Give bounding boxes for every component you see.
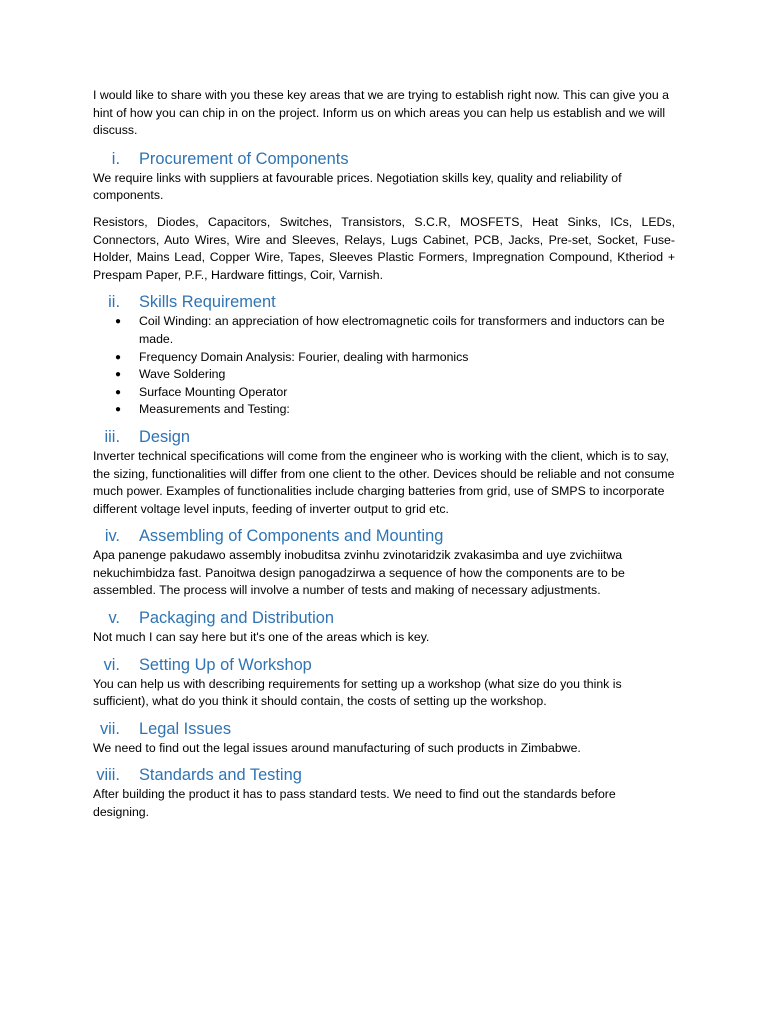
section-procurement (93, 149, 675, 285)
section-heading (93, 765, 675, 786)
section-title: Skills Requirement (139, 293, 276, 312)
section-legal (93, 719, 675, 758)
section-paragraph: Inverter technical specifications will come from the engineer who is working with the client, which is to say, the sizing, functionalities will differ from one client to the other. Devices should be reliable and not consume much power. Examples of functionalities include charging batteries from grid, use of SMPS to incorporate different voltage level inputs, feeding of inverter output to grid etc. (93, 448, 675, 516)
list-item-text: Measurements and Testing: (139, 402, 290, 417)
section-paragraph: Not much I can say here but it's one of the areas which is key. (93, 630, 430, 645)
list-item-text: Wave Soldering (139, 367, 226, 382)
list-item-text: Surface Mounting Operator (139, 384, 288, 399)
section-packaging (93, 608, 675, 647)
intro-paragraph: I would like to share with you these key areas that we are trying to establish right now. This can give you a hint of how you can chip in on the project. Inform us on which areas you can help us establish and we will discuss. (93, 88, 669, 138)
skills-list (93, 313, 675, 419)
components-list-paragraph: Resistors, Diodes, Capacitors, Switches, Transistors, S.C.R, MOSFETS, Heat Sinks, ICs, LEDs, Connectors, Auto Wires, Wire and Sleeves, Relays, Lugs Cabinet, PCB, Jacks, Pre-set, Socket, Fuse-Holder, Mains Lead, Copper Wire, Tapes, Sleeves Plastic Formers, Impregnation Compound, Ktheriod + Prespam Paper, P.F., Hardware fittings, Coir, Varnish. (93, 214, 675, 282)
section-numeral: vi. (103, 655, 120, 674)
section-heading (93, 526, 675, 547)
bullet-dot-icon: ● (115, 386, 122, 398)
section-paragraph: We require links with suppliers at favourable prices. Negotiation skills key, quality and reliability of components. (93, 170, 622, 203)
section-numeral: viii. (96, 766, 120, 785)
section-numeral: i. (111, 149, 120, 168)
bullet-dot-icon: ● (115, 316, 122, 328)
section-numeral: vii. (99, 719, 120, 738)
list-item (115, 349, 675, 367)
section-title: Setting Up of Workshop (139, 655, 312, 674)
section-numeral: v. (108, 609, 120, 628)
section-heading (93, 149, 675, 170)
section-title: Procurement of Components (139, 149, 349, 168)
list-item (115, 384, 675, 402)
section-heading (93, 427, 675, 448)
list-item (115, 366, 675, 384)
section-paragraph: After building the product it has to pass standard tests. We need to find out the standards before designing. (93, 787, 616, 820)
section-title: Standards and Testing (139, 766, 302, 785)
section-paragraph: You can help us with describing requirements for setting up a workshop (what size do you think is sufficient), what do you think it should contain, the costs of setting up the workshop. (93, 676, 622, 709)
section-heading (93, 655, 675, 676)
section-standards (93, 765, 675, 821)
section-numeral: iii. (104, 427, 120, 446)
section-assembling (93, 526, 675, 600)
list-item (115, 401, 675, 419)
section-title: Design (139, 427, 191, 446)
section-skills (93, 292, 675, 419)
list-item (115, 313, 675, 348)
list-item-text: Coil Winding: an appreciation of how electromagnetic coils for transformers and inductors can be made. (139, 314, 665, 346)
section-title: Legal Issues (139, 719, 232, 738)
section-title: Packaging and Distribution (139, 609, 334, 628)
section-design (93, 427, 675, 518)
bullet-dot-icon: ● (115, 369, 122, 381)
section-numeral: iv. (104, 527, 120, 546)
section-paragraph: We need to find out the legal issues around manufacturing of such products in Zimbabwe. (93, 740, 581, 755)
section-paragraph: Apa panenge pakudawo assembly inobuditsa zvinhu zvinotaridzik zvakasimba and uye zvichiitwa nekuchimbidza fast. Panoitwa design panogadzirwa a sequence of how the components are to be assembled. The process will involve a number of tests and making of necessary adjustments. (93, 548, 625, 598)
bullet-dot-icon: ● (115, 351, 122, 363)
section-heading (93, 608, 675, 629)
bullet-dot-icon: ● (115, 404, 122, 416)
section-title: Assembling of Components and Mounting (139, 527, 444, 546)
section-workshop (93, 655, 675, 711)
section-heading (93, 292, 675, 313)
section-numeral: ii. (108, 293, 120, 312)
list-item-text: Frequency Domain Analysis: Fourier, dealing with harmonics (139, 349, 469, 364)
section-heading (93, 719, 675, 740)
